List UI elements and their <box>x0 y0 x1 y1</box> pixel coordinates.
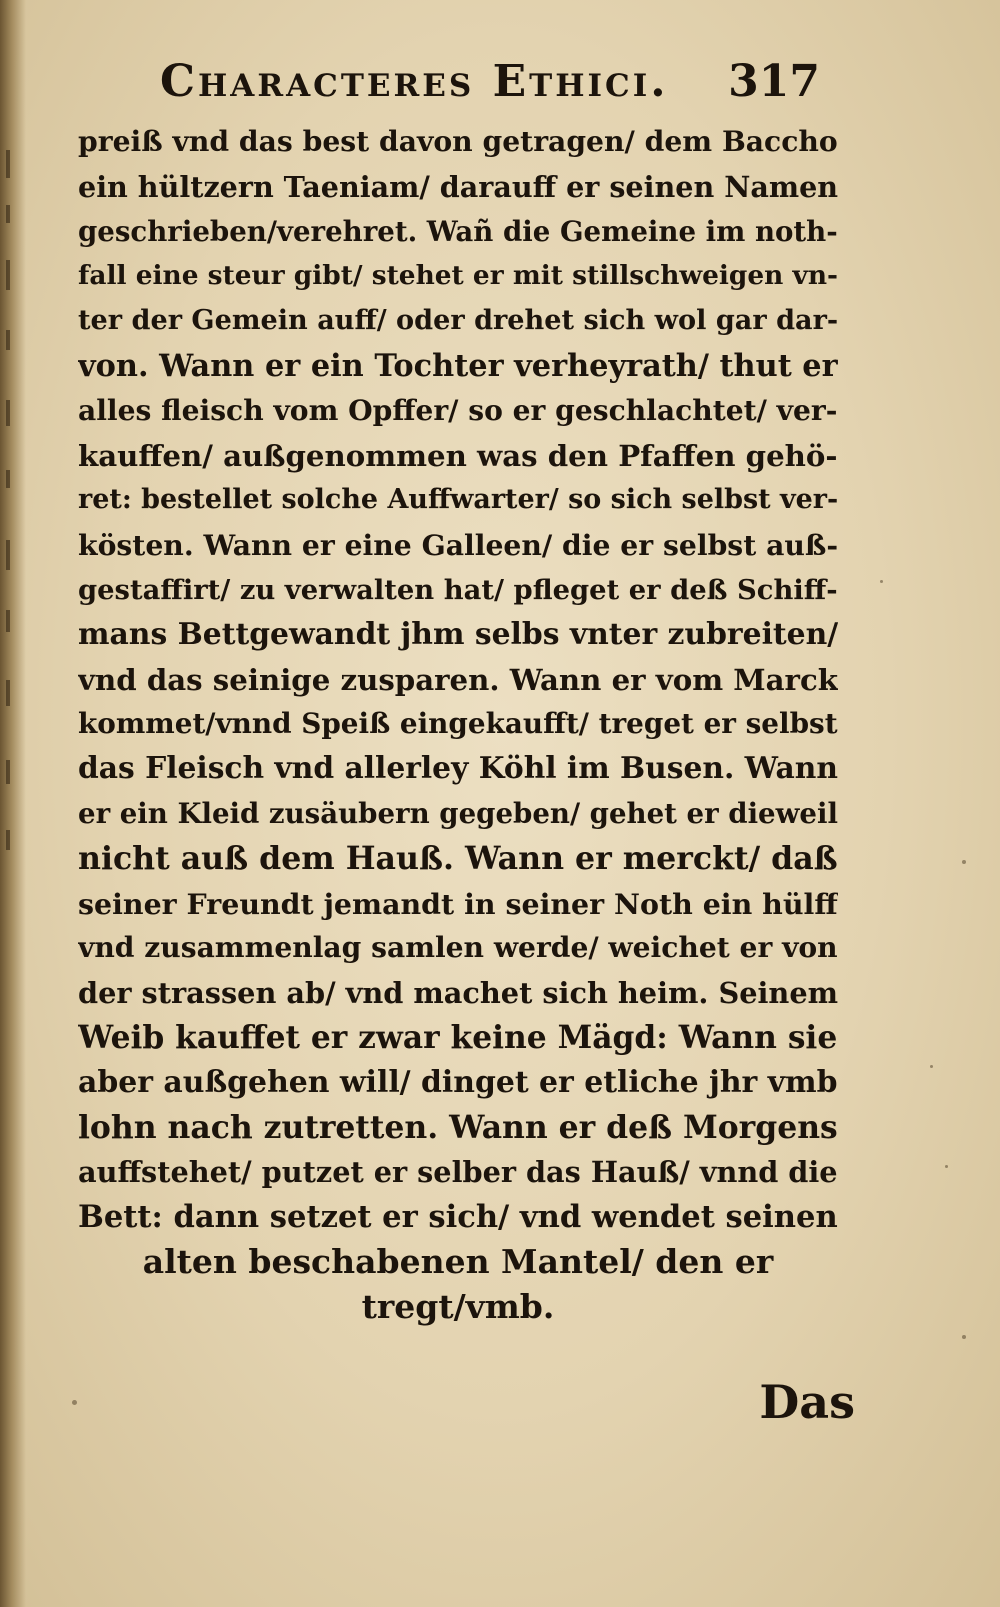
text-line: alles fleisch vom Opffer/ so er geschlachtet/ ver- <box>78 393 838 427</box>
gutter-mark <box>6 400 10 426</box>
text-line: auffstehet/ putzet er selber das Hauß/ vnnd die <box>78 1155 838 1190</box>
text-line: das Fleisch vnd allerley Köhl im Busen. Wann <box>78 751 838 787</box>
paper-speck <box>945 1165 948 1168</box>
gutter-mark <box>6 205 10 223</box>
text-line: alten beschabenen Mantel/ den er <box>142 1241 774 1281</box>
page-number: 317 <box>728 56 820 107</box>
text-line: fall eine steur gibt/ stehet er mit stillschweigen vn- <box>78 260 838 292</box>
page-header <box>160 54 820 110</box>
gutter-mark <box>6 260 10 290</box>
text-line: kösten. Wann er eine Galleen/ die er selbst auß- <box>78 528 838 563</box>
gutter-mark <box>6 610 10 632</box>
paper-speck <box>880 580 883 583</box>
gutter-mark <box>6 680 10 706</box>
gutter-mark <box>6 830 10 850</box>
paper-speck <box>72 1400 77 1405</box>
gutter-mark <box>6 150 10 178</box>
text-line: lohn nach zutretten. Wann er deß Morgens <box>78 1108 838 1146</box>
text-line: er ein Kleid zusäubern gegeben/ gehet er dieweil <box>78 796 838 830</box>
paper-speck <box>962 860 966 864</box>
body-text <box>78 120 838 1330</box>
running-title: Characteres Ethici. <box>160 56 669 107</box>
text-line: aber außgehen will/ dinget er etliche jhr vmb <box>78 1064 838 1100</box>
text-line: geschrieben/verehret. Wañ die Gemeine im noth- <box>78 214 838 248</box>
text-line: kauffen/ außgenommen was den Pfaffen gehö- <box>78 438 838 473</box>
paper-speck <box>930 1065 933 1068</box>
gutter-mark <box>6 470 10 488</box>
gutter-mark <box>6 760 10 784</box>
text-line: Bett: dann setzet er sich/ vnd wendet seinen <box>78 1199 838 1236</box>
text-line: ret: bestellet solche Auffwarter/ so sich selbst ver- <box>78 484 838 516</box>
text-line: Weib kauffet er zwar keine Mägd: Wann sie <box>78 1019 838 1056</box>
text-line: kommet/vnnd Speiß eingekaufft/ treget er selbst <box>78 707 838 741</box>
text-line: seiner Freundt jemandt in seiner Noth ein hülff <box>78 886 838 921</box>
gutter-mark <box>6 540 10 570</box>
text-line: gestaffirt/ zu verwalten hat/ pfleget er deß Schiff- <box>78 573 838 606</box>
text-line: ein hültzern Taeniam/ darauff er seinen Namen <box>78 169 838 204</box>
text-line: tregt/vmb. <box>361 1286 555 1326</box>
text-line: von. Wann er ein Tochter verheyrath/ thut er <box>78 347 838 384</box>
text-line: preiß vnd das best davon getragen/ dem Baccho <box>78 125 838 158</box>
catchword: Das <box>759 1375 855 1429</box>
text-line: vnd das seinige zusparen. Wann er vom Marck <box>78 662 838 697</box>
text-line: ter der Gemein auff/ oder drehet sich wol gar dar- <box>78 305 838 337</box>
text-line: nicht auß dem Hauß. Wann er merckt/ daß <box>78 839 838 877</box>
text-line: mans Bettgewandt jhm selbs vnter zubreiten/ <box>78 616 838 652</box>
text-line: der strassen ab/ vnd machet sich heim. Seinem <box>78 976 838 1011</box>
gutter-mark <box>6 330 10 350</box>
text-line: vnd zusammenlag samlen werde/ weichet er von <box>78 931 838 965</box>
page-gutter <box>0 0 26 1607</box>
paper-speck <box>962 1335 966 1339</box>
